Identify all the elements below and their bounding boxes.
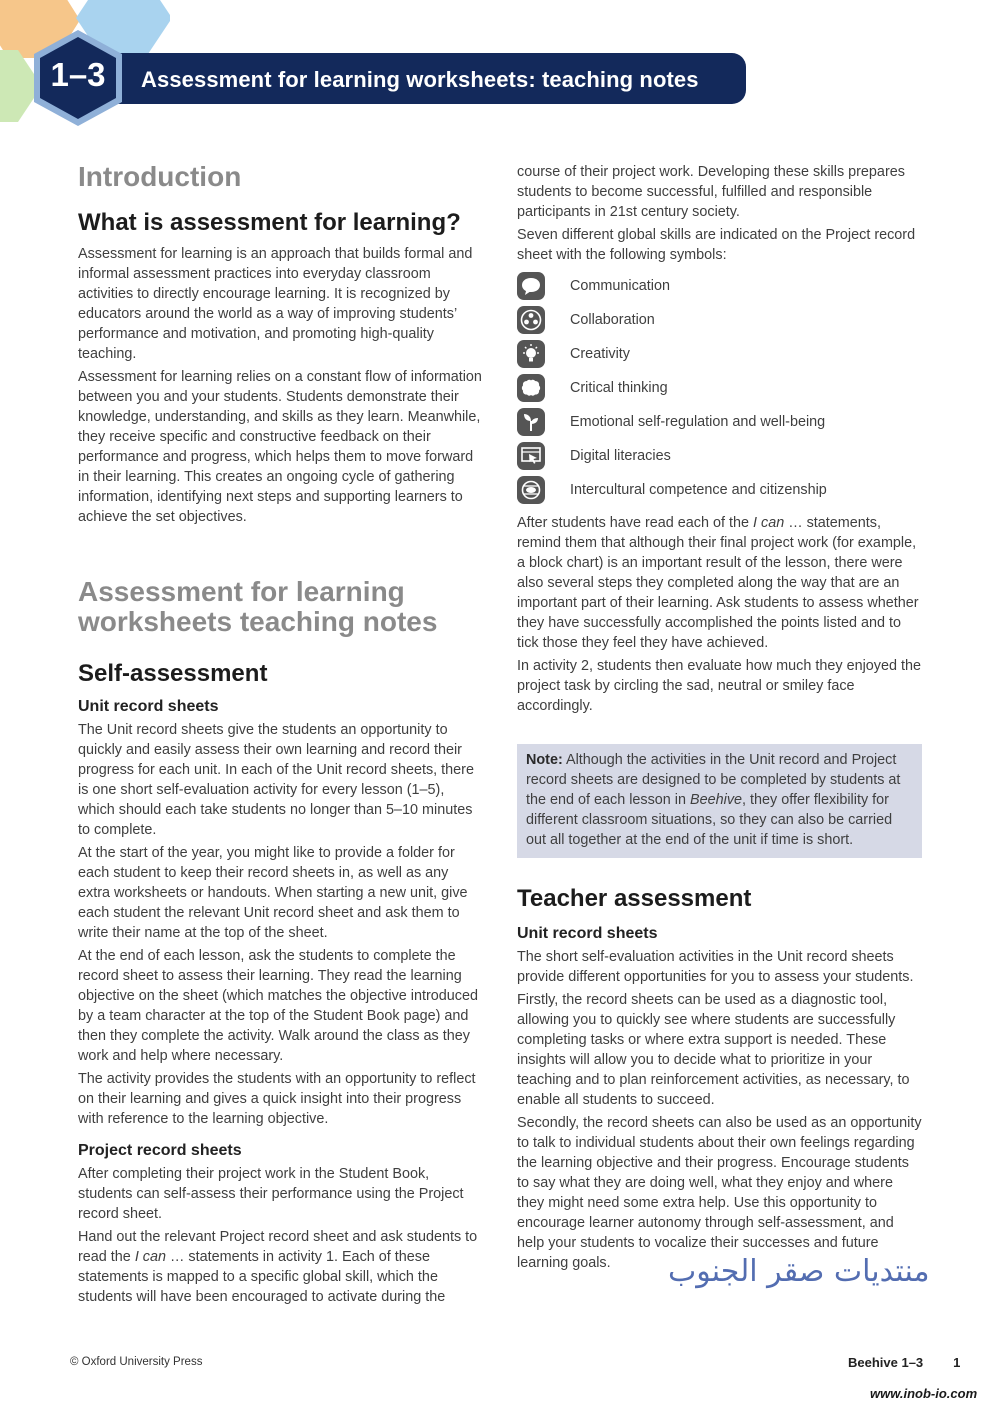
- cursor-screen-icon: [517, 442, 545, 470]
- skill-label: Critical thinking: [570, 380, 668, 396]
- header-banner: [112, 53, 746, 104]
- book-title: Beehive 1–3: [848, 1355, 924, 1370]
- paragraph: [78, 1227, 483, 1307]
- teacher-assessment-heading: Teacher assessment: [517, 885, 752, 912]
- paragraph: At the end of each lesson, ask the students to complete the record sheet to assess their learning. They read the learning objective on the sheet (which matches the objective introduced by a team character at the top of the Student Book page) and then they complete the activity. Walk around the class as they work and help where necessary.: [78, 948, 478, 1064]
- skill-item: [517, 269, 922, 303]
- paragraph: The activity provides the students with an opportunity to reflect on their learning and gives a quick insight into their progress with reference to the learning objective.: [78, 1071, 476, 1127]
- text-run: , they offer flexibility for different classroom situations, so they can also be carried out all together at the end of the unit if time is short.: [526, 792, 893, 848]
- italic-run: Beehive: [690, 792, 743, 808]
- skill-label: Intercultural competence and citizenship: [570, 482, 827, 498]
- paragraph: Seven different global skills are indicated on the Project record sheet with the following symbols:: [517, 227, 916, 263]
- paragraph: The Unit record sheets give the students an opportunity to quickly and easily assess their own learning and record their progress for each unit. In each of the Unit record sheets, there is one short self-evaluation activity for every lesson (1–5), which should each take students no longer than 5–10 minutes to complete.: [78, 722, 474, 838]
- right-column: [517, 162, 922, 1276]
- afl-worksheets-heading: Assessment for learning worksheets teaching notes: [78, 576, 438, 637]
- skill-item: [517, 439, 922, 473]
- paragraph: Secondly, the record sheets can also be used as an opportunity to talk to individual students about their own feelings regarding the learning objective and their progress. Encourage students to say what they are doing well, what they enjoy and where they might need some extra help. Use this opportunity to encourage learner autonomy through self-assessment, and help your students to vocalize their successes and future learning goals.: [517, 1115, 922, 1271]
- skill-item: [517, 405, 922, 439]
- page-number: 1: [953, 1355, 961, 1370]
- skill-item: [517, 337, 922, 371]
- skill-item: [517, 303, 922, 337]
- text-run: … statements in activity 1. Each of these statements is mapped to a specific global skill, which the students will have been encouraged to activate during the: [78, 1249, 446, 1305]
- footer-book-info: [848, 1355, 960, 1370]
- global-skills-list: [517, 269, 922, 507]
- text-run: … statements, remind them that although their final project work (for example, a block chart) is an important result of the lesson, there were also several steps they completed along the way that are an important part of their learning. Ask students to assess whether they have successfully accomplished the points listed and to tick those they feel they have achieved.: [517, 515, 919, 651]
- paragraph: After completing their project work in the Student Book, students can self-assess their performance using the Project record sheet.: [78, 1166, 464, 1222]
- note-box: [517, 744, 922, 858]
- paragraph: [517, 513, 922, 653]
- italic-run: I can: [753, 515, 785, 531]
- paragraph: Firstly, the record sheets can be used as a diagnostic tool, allowing you to quickly see where students are successfully completing tasks or where extra support is needed. These insights will allow you to decide what to prioritize in your teaching and to plan reinforcement activities, as necessary, to enable all students to succeed.: [517, 992, 910, 1108]
- left-column: [78, 160, 483, 1310]
- watermark-url: www.inob-io.com: [870, 1386, 978, 1401]
- paragraph: At the start of the year, you might like to provide a folder for each student to keep their record sheets in, as well as any extra worksheets or handouts. When starting a new unit, give each student the relevant Unit record sheet and ask them to write their name at the top of the sheet.: [78, 845, 468, 941]
- skill-label: Digital literacies: [570, 448, 671, 464]
- skill-item: [517, 371, 922, 405]
- people-circle-icon: [517, 306, 545, 334]
- brain-icon: [517, 374, 545, 402]
- text-run: After students have read each of the: [517, 515, 753, 531]
- paragraph: course of their project work. Developing these skills prepares students to become successful, fulfilled and responsible participants in 21st century society.: [517, 164, 905, 220]
- self-assessment-heading: Self-assessment: [78, 660, 268, 687]
- project-record-sheets-subheading: Project record sheets: [78, 1142, 242, 1159]
- note-text: [526, 750, 913, 850]
- paragraph: Assessment for learning is an approach that builds formal and informal assessment practices into everyday classroom activities to directly encourage learning. It is recognized by educators around the world as a way of improving students’ performance and motivation, and promoting high-quality teaching.: [78, 246, 473, 362]
- introduction-heading: Introduction: [78, 161, 242, 192]
- skill-item: [517, 473, 922, 507]
- paragraph: Assessment for learning relies on a constant flow of information between you and your students. Students demonstrate their knowledge, understanding, and skills as they learn. Meanwhile, they receive specific and constructive feedback on their performance and progress, which helps them to move forward in their learning. This creates an ongoing cycle of gathering information, identifying next steps and supporting learners to achieve the set objectives.: [78, 369, 482, 525]
- skill-label: Creativity: [570, 346, 630, 362]
- paragraph: In activity 2, students then evaluate how much they enjoyed the project task by circling the sad, neutral or smiley face accordingly.: [517, 658, 921, 714]
- what-is-afl-heading: What is assessment for learning?: [78, 209, 461, 236]
- text-run: Although the activities in the Unit record and Project record sheets are designed to be completed by students at the end of each lesson in: [526, 752, 901, 808]
- skill-label: Emotional self-regulation and well-being: [570, 414, 826, 430]
- globe-icon: [517, 476, 545, 504]
- speech-bubble-icon: [517, 272, 545, 300]
- unit-number: 1–3: [50, 56, 106, 93]
- forum-watermark: منتديات صقر الجنوب: [668, 1254, 930, 1289]
- italic-run: I can: [134, 1249, 167, 1265]
- skill-label: Communication: [570, 278, 670, 294]
- skill-label: Collaboration: [570, 312, 655, 328]
- text-run: Hand out the relevant Project record sheet and ask students to read the: [78, 1229, 478, 1265]
- unit-record-sheets-subheading: Unit record sheets: [517, 925, 658, 942]
- paragraph: The short self-evaluation activities in the Unit record sheets provide different opportunities for you to assess your students.: [517, 949, 914, 985]
- note-label: Note:: [526, 752, 563, 768]
- lightbulb-icon: [517, 340, 545, 368]
- page-title: Assessment for learning worksheets: teaching notes: [141, 67, 699, 92]
- unit-badge: [30, 28, 126, 128]
- unit-record-sheets-subheading: Unit record sheets: [78, 698, 219, 715]
- copyright: © Oxford University Press: [70, 1356, 203, 1368]
- plant-icon: [517, 408, 545, 436]
